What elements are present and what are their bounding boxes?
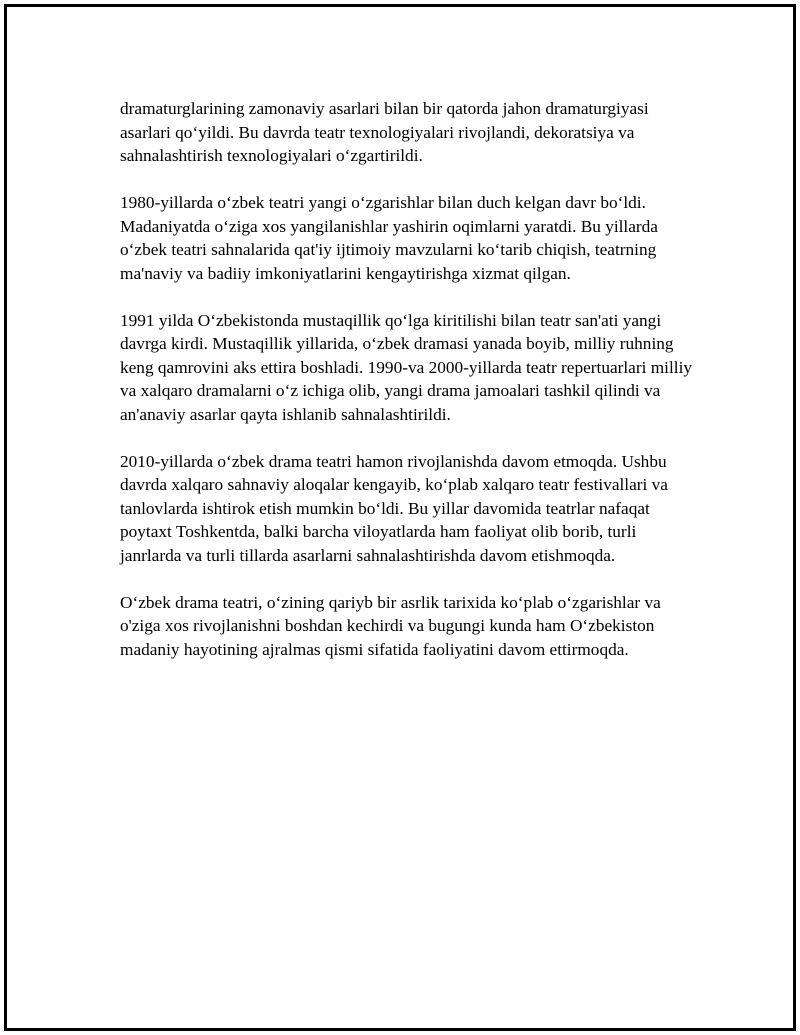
- paragraph-continuation: dramaturglarining zamonaviy asarlari bilan bir qatorda jahon dramaturgiyasi asarlari qo‘yildi. Bu davrda teatr texnologiyalari rivojlandi, dekoratsiya va sahnalashtirish texnologiyalari o‘zgartirildi.: [120, 99, 649, 165]
- paragraph-1991-independence: 1991 yilda O‘zbekistonda mustaqillik qo‘lga kiritilishi bilan teatr san'ati yangi davrga kirdi. Mustaqillik yillarida, o‘zbek dramasi yanada boyib, milliy ruhning keng qamrovini aks ettira boshladi. 1990-va 2000-yillarda teatr repertuarlari milliy va xalqaro dramalarni o‘z ichiga olib, yangi drama jamoalari tashkil qilindi va an'anaviy asarlar qayta ishlanib sahnalashtirildi.: [120, 310, 693, 424]
- paragraph-1980s: 1980-yillarda o‘zbek teatri yangi o‘zgarishlar bilan duch kelgan davr bo‘ldi. Madaniyatda o‘ziga xos yangilanishlar yashirin oqimlarni yaratdi. Bu yillarda o‘zbek teatri sahnalarida qat'iy ijtimoiy mavzularni ko‘tarib chiqish, teatrning ma'naviy va badiiy imkoniyatlarini kengaytirishga xizmat qilgan.: [120, 193, 658, 283]
- paragraph-2010s: 2010-yillarda o‘zbek drama teatri hamon rivojlanishda davom etmoqda. Ushbu davrda xalqaro sahnaviy aloqalar kengayib, ko‘plab xalqaro teatr festivallari va tanlovlarda ishtirok etish mumkin bo‘ldi. Bu yillar davomida teatrlar nafaqat poytaxt Toshkentda, balki barcha viloyatlarda ham faoliyat olib borib, turli janrlarda va turli tillarda asarlarni sahnalashtirishda davom etishmoqda.: [120, 451, 668, 565]
- document-body: [120, 97, 700, 685]
- paragraph-conclusion: O‘zbek drama teatri, o‘zining qariyb bir asrlik tarixida ko‘plab o‘zgarishlar va o'ziga xos rivojlanishni boshdan kechirdi va bugungi kunda ham O‘zbekiston madaniy hayotining ajralmas qismi sifatida faoliyatini davom ettirmoqda.: [120, 592, 661, 659]
- document-page: [4, 4, 796, 1031]
